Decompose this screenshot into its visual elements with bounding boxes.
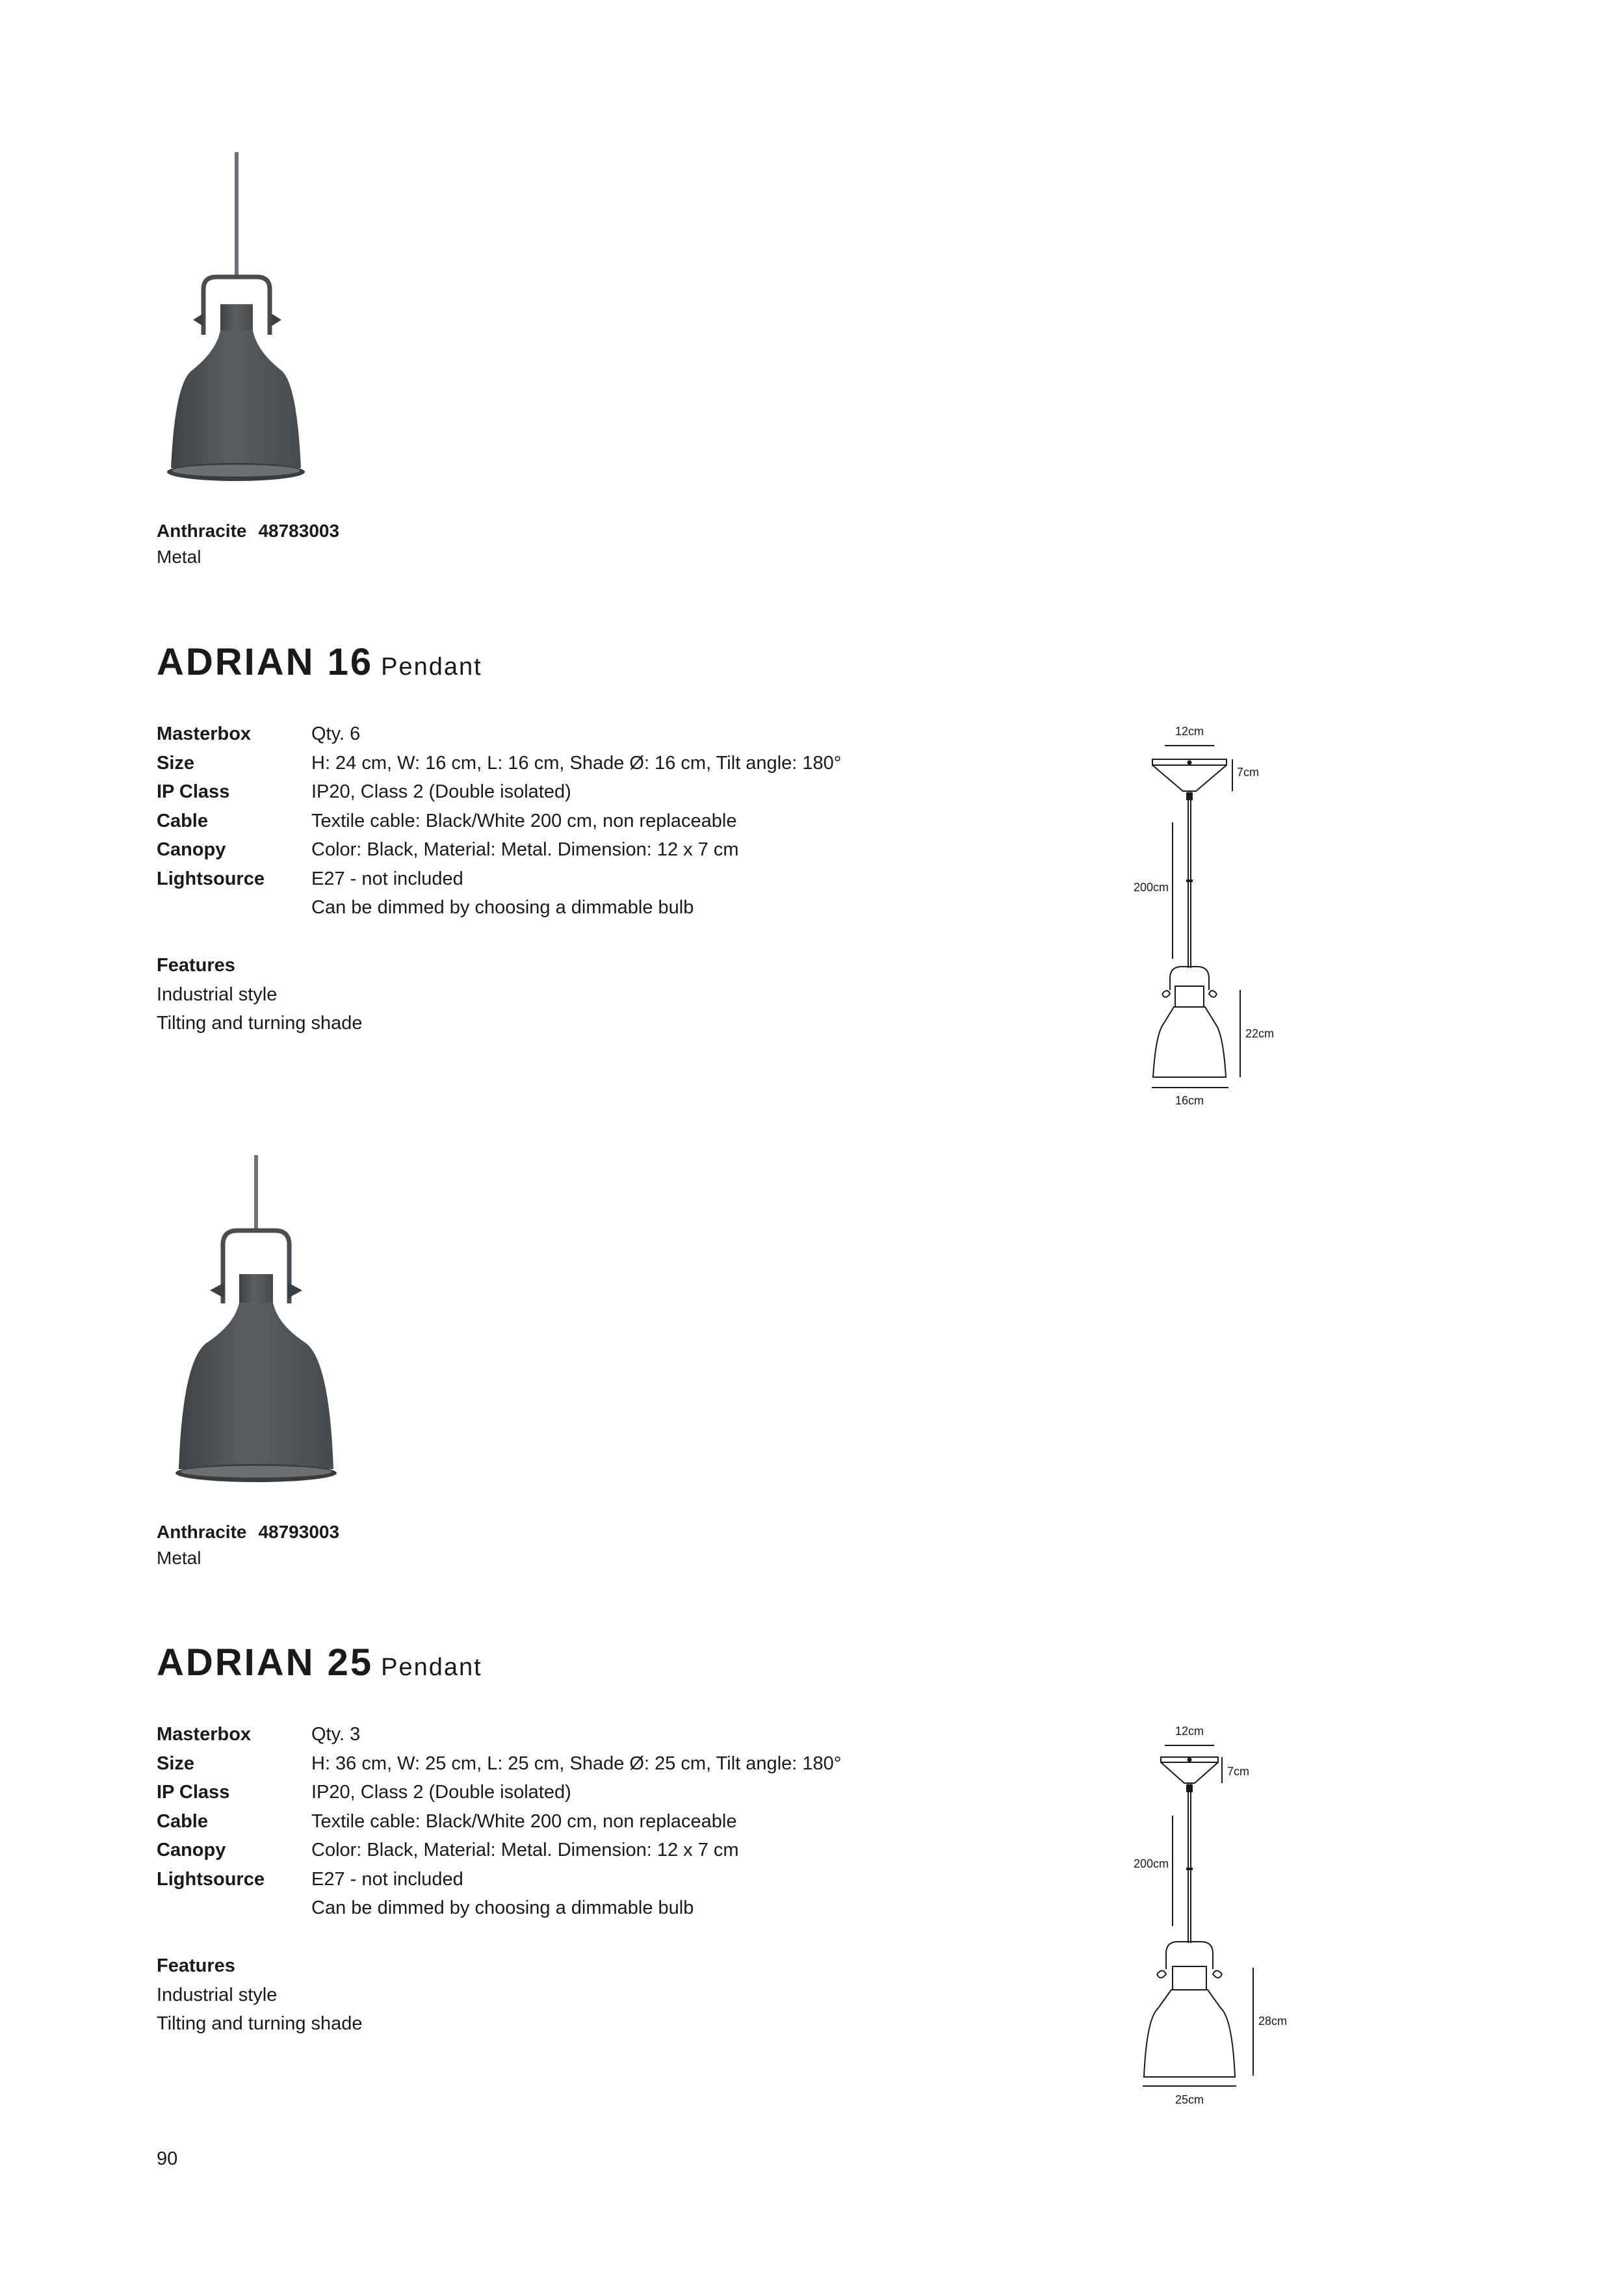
spec-value: Color: Black, Material: Metal. Dimension: 12 x 7 cm: [311, 839, 739, 860]
spec-value: IP20, Class 2 (Double isolated): [311, 781, 571, 802]
dimension-drawing-adrian-16: [1105, 718, 1300, 1121]
features-heading: Features: [157, 955, 235, 976]
spec-label: IP Class: [157, 781, 230, 802]
spec-row: [157, 749, 841, 778]
spec-label: Size: [157, 752, 195, 774]
spec-value: Can be dimmed by choosing a dimmable bulb: [311, 1898, 694, 1918]
spec-value: Qty. 3: [311, 1724, 361, 1745]
spec-row: [157, 1836, 841, 1865]
variant-line: [157, 518, 351, 544]
product-name: ADRIAN 25: [157, 1641, 374, 1684]
spec-row: [157, 807, 841, 836]
spec-value: E27 - not included: [311, 1868, 463, 1890]
product-name: ADRIAN 16: [157, 641, 374, 683]
spec-label: Size: [157, 1753, 195, 1774]
product-type: Pendant: [381, 1654, 482, 1681]
dim-label-canopy-height: 7cm: [1227, 1765, 1250, 1778]
spec-value: Can be dimmed by choosing a dimmable bulb: [311, 897, 694, 918]
spec-value: Color: Black, Material: Metal. Dimension: 12 x 7 cm: [311, 1840, 739, 1860]
spec-value: H: 24 cm, W: 16 cm, L: 16 cm, Shade Ø: 16 cm, Tilt angle: 180°: [311, 752, 842, 774]
spec-label: IP Class: [157, 1782, 230, 1803]
feature-item: Industrial style: [157, 1984, 278, 2005]
spec-label: Masterbox: [157, 724, 252, 744]
spec-label: Cable: [157, 1810, 208, 1832]
product-photo-adrian-16: [159, 150, 315, 494]
spec-value: Textile cable: Black/White 200 cm, non replaceable: [311, 810, 737, 831]
spec-row: [157, 720, 841, 749]
dim-label-cable-length: 200cm: [1133, 1857, 1169, 1870]
spec-label: Canopy: [157, 1840, 226, 1860]
spec-row: [157, 865, 841, 894]
spec-value: IP20, Class 2 (Double isolated): [311, 1782, 571, 1803]
page-number: 90: [157, 2148, 178, 2169]
variant-caption: [157, 518, 351, 570]
spec-row: [157, 1865, 841, 1894]
material: Metal: [157, 547, 201, 567]
spec-label: Lightsource: [157, 868, 265, 889]
features-heading: Features: [157, 1955, 235, 1976]
spec-row: [157, 777, 841, 807]
dim-label-shade-width: 25cm: [1175, 2093, 1204, 2106]
spec-value: E27 - not included: [311, 868, 463, 889]
spec-row: [157, 1720, 841, 1749]
dim-label-shade-height: 28cm: [1258, 2015, 1288, 2028]
spec-value: H: 36 cm, W: 25 cm, L: 25 cm, Shade Ø: 25 cm, Tilt angle: 180°: [311, 1753, 842, 1774]
material: Metal: [157, 1548, 201, 1568]
dim-label-canopy-width: 12cm: [1175, 1725, 1204, 1738]
spec-row: [157, 1778, 841, 1807]
bracket-shape: [1166, 1942, 1213, 1969]
spec-row: [157, 835, 841, 865]
item-number: 48793003: [258, 1522, 340, 1542]
spec-row: [157, 1894, 841, 1923]
product-type: Pendant: [381, 653, 482, 681]
dim-label-cable-length: 200cm: [1133, 881, 1169, 894]
spec-value: Textile cable: Black/White 200 cm, non replaceable: [311, 1810, 737, 1832]
variant-color: Anthracite: [157, 521, 247, 541]
dim-label-shade-height: 22cm: [1245, 1027, 1275, 1040]
variant-color: Anthracite: [157, 1522, 247, 1542]
spec-row: [157, 1807, 841, 1836]
features-list: [157, 951, 363, 1038]
variant-caption: [157, 1519, 351, 1571]
dim-label-canopy-height: 7cm: [1237, 766, 1260, 779]
dim-label-canopy-width: 12cm: [1175, 725, 1204, 738]
shade-shape: [1153, 1007, 1226, 1077]
shade-shape: [1144, 1990, 1235, 2077]
spec-label: Cable: [157, 810, 208, 831]
features-list: [157, 1951, 363, 2039]
spec-label: Masterbox: [157, 1724, 252, 1745]
product-title: [157, 1641, 482, 1684]
spec-row: [157, 1749, 841, 1779]
spec-row: [157, 893, 841, 922]
dim-label-shade-width: 16cm: [1175, 1094, 1204, 1107]
spec-label: Lightsource: [157, 1868, 265, 1890]
feature-item: Tilting and turning shade: [157, 1013, 363, 1034]
product-title: [157, 640, 482, 684]
dimension-drawing-adrian-25: [1105, 1718, 1300, 2121]
item-number: 48783003: [258, 521, 340, 541]
spec-label: Canopy: [157, 839, 226, 860]
variant-line: [157, 1519, 351, 1545]
feature-item: Industrial style: [157, 984, 278, 1005]
spec-table: [157, 720, 841, 922]
feature-item: Tilting and turning shade: [157, 2013, 363, 2034]
spec-table: [157, 1720, 841, 1923]
spec-value: Qty. 6: [311, 724, 361, 744]
product-photo-adrian-25: [159, 1154, 354, 1492]
